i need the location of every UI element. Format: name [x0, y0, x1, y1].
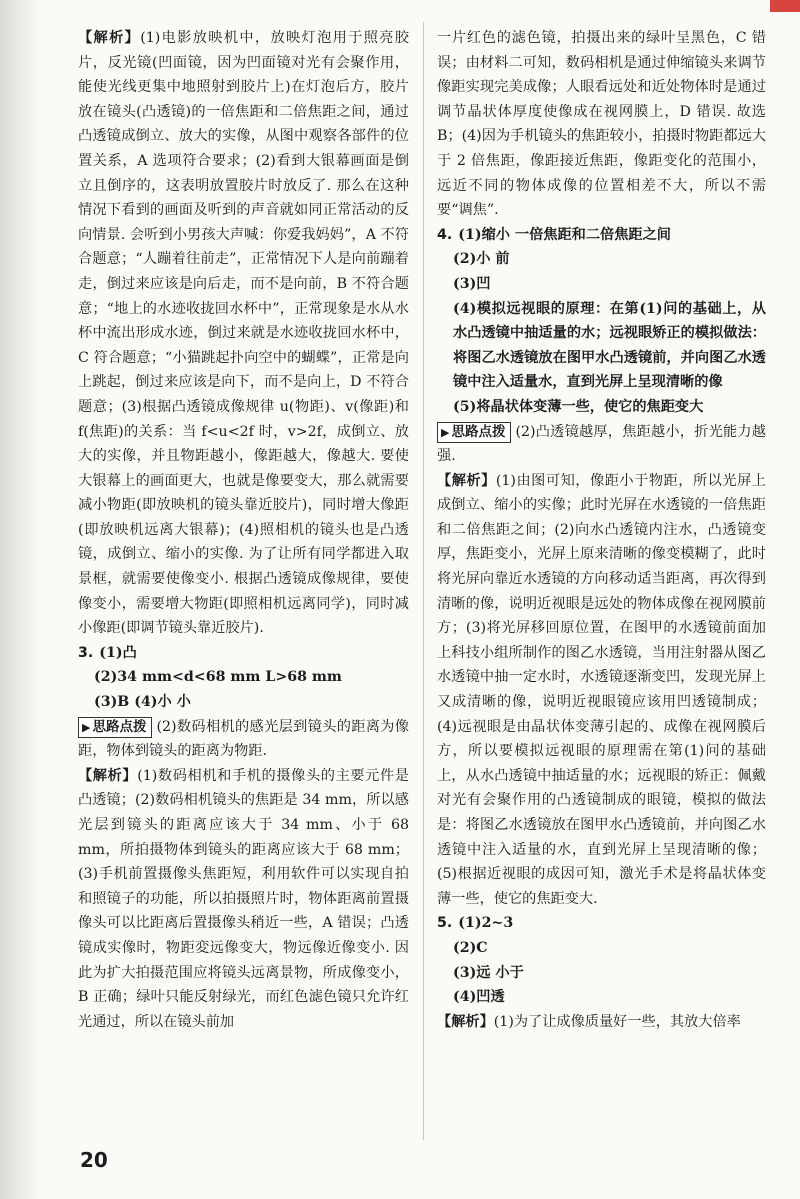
q3-answer-1	[78, 641, 409, 666]
answer-text: (1)2~3	[458, 915, 514, 932]
answer-text: (1)凸	[99, 644, 137, 661]
q3-analysis-continued: 一片红色的滤色镜，拍摄出来的绿叶呈黑色，C 错误；由材料二可知，数码相机是通过伸缩镜头来调节像距实现完美成像；人眼看远处和近处物体时是通过调节晶状体厚度使像成在视网膜上，D 错误. 故选 B；(4)因为手机镜头的焦距较小，拍摄时物距都远大于 2 倍焦距，像距接近焦距，像距变化的范围小，远近不同的物体成像的位置相差不大，所以不需要“调焦”.	[437, 30, 766, 219]
analysis-text: (1)由图可知，像距小于物距，所以光屏上成倒立、缩小的实像；此时光屏在水透镜的一倍焦距和二倍焦距之间；(2)向水凸透镜内注水，凸透镜变厚，焦距变小，光屏上原来清晰的像变模糊了，此时将光屏向靠近水透镜的方向移动适当距离，再次得到清晰的像，说明近视眼是远处的物体成像在视网膜前方；(3)将光屏移回原位置，在图甲的水透镜前面加上科技小组所制作的图乙水透镜，当用注射器从图乙水透镜中抽一定水时，水透镜逐渐变凹，发现光屏上又成清晰的像，说明近视眼镜应该用凹透镜制成；(4)远视眼是由晶状体变薄引起的、成像在视网膜后方，所以要模拟远视眼的原理需在第(1)问的基础上，从水凸透镜中抽适量的水；远视眼的矫正：佩戴对光有会聚作用的凸透镜制成的眼镜，模拟的做法是：将图乙水透镜放在图甲水凸透镜前，并向图乙水透镜中注入适量的水，直到光屏上呈现清晰的像；(5)根据近视眼的成因可知，激光手术是将晶状体变薄一些，使它的焦距变大.	[437, 472, 766, 907]
q5-answer-1	[437, 911, 766, 936]
hint-tag	[78, 717, 152, 738]
right-column	[437, 26, 766, 1034]
question-number: 5.	[437, 915, 453, 932]
q4-analysis	[437, 469, 766, 912]
analysis-label: 【解析】	[78, 767, 138, 784]
q5-answer-3: (3)远 小于	[453, 964, 524, 981]
q4-answer-4: (4)模拟远视眼的原理：在第(1)问的基础上，从水凸透镜中抽适量的水；远视眼矫正的模拟做法：将图乙水透镜放在图甲水凸透镜前，并向图乙水透镜中注入适量水，直到光屏上呈现清晰的像	[453, 300, 766, 391]
q4-answer-1	[437, 223, 766, 248]
analysis-text: (1)数码相机和手机的摄像头的主要元件是凸透镜；(2)数码相机镜头的焦距是 34 mm，所以感光层到镜头的距离应该大于 34 mm、小于 68 mm，所拍摄物体到镜头的距离应该大于 68 mm；(3)手机前置摄像头焦距短，利用软件可以实现自拍和照镜子的功能，所以拍摄照片时，物体距离前置摄像头可以比距离后置摄像头稍近一些，A 错误；凸透镜成实像时，物距変远像变大，物远像近像变小. 因此为扩大拍摄范围应将镜头远离景物，所成像变小，B 正确；绿叶只能反射绿光，而红色滤色镜只允许红光通过，所以在镜头前加	[78, 767, 409, 1030]
analysis-label: 【解析】	[437, 472, 496, 489]
q2-analysis	[78, 26, 409, 641]
q4-answer-3: (3)凹	[453, 275, 491, 292]
triangle-icon: ▶	[82, 720, 91, 734]
analysis-text: (1)电影放映机中，放映灯泡用于照亮胶片，反光镜(凹面镜，因为凹面镜对光有会聚作用，能使光线更集中地照射到胶片上)在灯泡后方，胶片放在镜头(凸透镜)的一倍焦距和二倍焦距之间，通过凸透镜成倒立、放大的实像，从图中观察各部件的位置关系，A 选项符合要求；(2)看到大银幕画面是倒立且倒序的，这表明放置胶片时放反了. 那么在这种情况下看到的画面及听到的声音就如同正常活动的反向情景. 会听到小男孩大声喊：你爱我妈妈”，A 不符合题意；“人蹦着往前走”，正常情况下人是向前蹦着走，倒过来应该是向后走，而不是向前，B 不符合题意；“地上的水迹收拢回水杯中”，正常现象是水从水杯中流出形成水迹，倒过来就是水迹收拢回水杯中，C 符合题意；“小猫跳起扑向空中的蝴蝶”，正常是向上跳起，倒过来应该是向下，而不是向上，D 不符合题意；(3)根据凸透镜成像规律 u(物距)、v(像距)和 f(焦距)的关系：当 f<u<2f 时，v>2f，成倒立、放大的实像，并且物距越小，像距越大，像越大. 要使大银幕上的画面更大，也就是像要变大，那么就需要减小物距(即放映机的镜头靠近胶片)，同时增大像距(即放映机远离大银幕)；(4)照相机的镜头也是凸透镜，成倒立、缩小的实像. 为了让所有同学都进入取景框，就需要使像变小. 根据凸透镜成像规律，要使像变小，需要增大物距(即照相机远离同学)，同时减小像距(即调节镜头靠近胶片).	[78, 30, 409, 637]
hint-tag-label: 思路点拨	[451, 423, 506, 440]
hint-tag	[437, 422, 511, 443]
q4-answer-5: (5)将晶状体变薄一些，使它的焦距变大	[453, 398, 704, 415]
analysis-text: (1)为了让成像质量好一些，其放大倍率	[493, 1013, 741, 1030]
page-number: 20	[80, 1148, 108, 1172]
q5-analysis	[437, 1010, 766, 1035]
analysis-label: 【解析】	[437, 1013, 494, 1030]
corner-color-tab	[770, 0, 800, 12]
q3-answer-2: (2)34 mm<d<68 mm L>68 mm	[94, 669, 342, 686]
hint-text: (2)凸透镜越厚，焦距越小，折光能力越强.	[437, 423, 766, 465]
q3-hint	[78, 715, 409, 764]
answer-text: (1)缩小 一倍焦距和二倍焦距之间	[458, 226, 671, 243]
hint-tag-label: 思路点拨	[92, 718, 147, 735]
question-number: 3.	[78, 644, 94, 661]
column-divider	[423, 22, 424, 1140]
q3-analysis	[78, 764, 409, 1035]
q3-answer-3: (3)B (4)小 小	[94, 694, 191, 711]
q4-answer-2: (2)小 前	[453, 251, 510, 268]
triangle-icon: ▶	[441, 425, 450, 439]
hint-text: (2)数码相机的感光层到镜头的距离为像距，物体到镜头的距离为物距.	[78, 718, 409, 760]
question-number: 4.	[437, 226, 453, 243]
book-spine-shadow	[0, 0, 40, 1199]
left-column	[78, 26, 409, 1034]
q5-answer-2: (2)C	[453, 939, 488, 956]
analysis-label: 【解析】	[78, 30, 141, 46]
q4-hint	[437, 420, 766, 469]
q5-answer-4: (4)凹透	[453, 989, 505, 1006]
